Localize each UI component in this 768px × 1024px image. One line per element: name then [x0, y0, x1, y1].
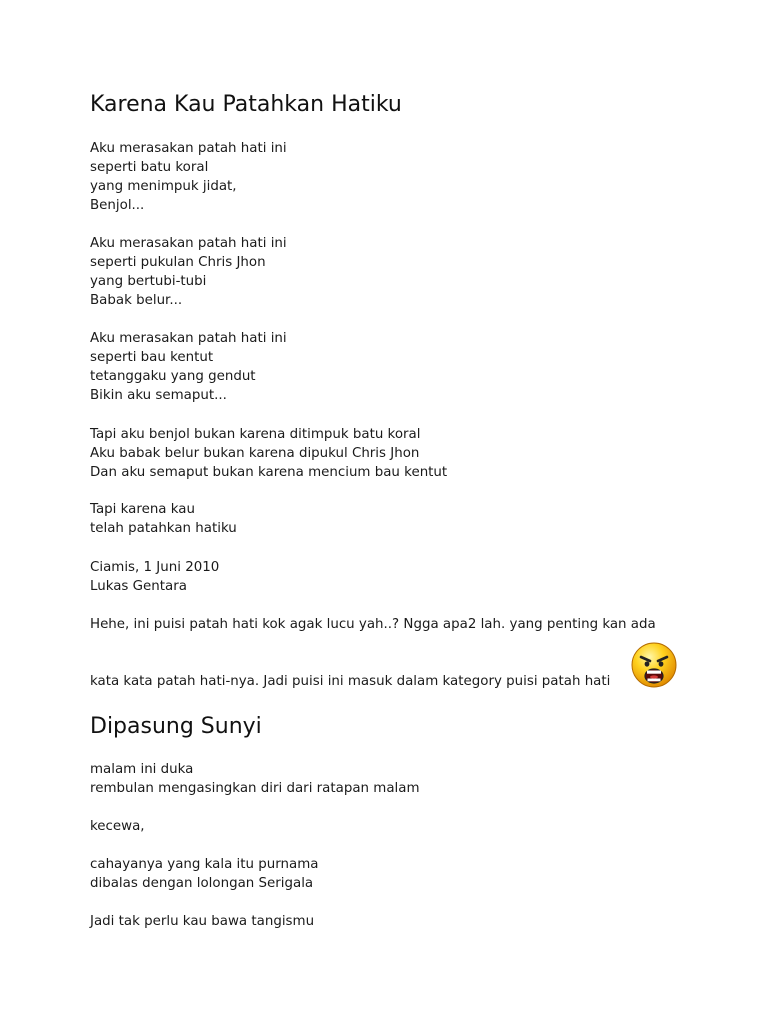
poem-line: seperti pukulan Chris Jhon [90, 255, 266, 270]
poem-stanza [90, 500, 237, 538]
poem-line: seperti batu koral [90, 160, 209, 175]
poem-line: yang menimpuk jidat, [90, 179, 237, 194]
poem-line: tetanggaku yang gendut [90, 369, 256, 384]
poem-line: dibalas dengan lolongan Serigala [90, 876, 314, 891]
poem-line: Tapi aku benjol bukan karena ditimpuk batu koral [90, 427, 421, 442]
poem-line: Dan aku semaput bukan karena mencium bau kentut [90, 465, 448, 480]
poem-signature [90, 558, 219, 596]
poem-stanza [90, 912, 314, 931]
poem-stanza [90, 817, 145, 836]
poem-author: Lukas Gentara [90, 579, 187, 594]
poem-stanza [90, 425, 447, 482]
poem-line: rembulan mengasingkan diri dari ratapan malam [90, 781, 420, 796]
poem-line: Aku merasakan patah hati ini [90, 331, 287, 346]
poem-line: Benjol... [90, 198, 145, 213]
poem-stanza [90, 234, 287, 310]
poem-line: Aku merasakan patah hati ini [90, 236, 287, 251]
poem-stanza [90, 760, 420, 798]
poem-line: yang bertubi-tubi [90, 274, 207, 289]
poem-line: kecewa, [90, 819, 145, 834]
poem-line: cahayanya yang kala itu purnama [90, 857, 319, 872]
poem-line: seperti bau kentut [90, 350, 214, 365]
poem-line: telah patahkan hatiku [90, 521, 237, 536]
angry-face-icon [630, 641, 678, 689]
author-note-line: kata kata patah hati-nya. Jadi puisi ini masuk dalam kategory puisi patah hati [90, 674, 611, 689]
poem-title: Karena Kau Patahkan Hatiku [90, 92, 402, 117]
poem-stanza [90, 139, 287, 215]
poem-title: Dipasung Sunyi [90, 714, 262, 739]
poem-line: Aku babak belur bukan karena dipukul Chris Jhon [90, 446, 420, 461]
author-note-line: Hehe, ini puisi patah hati kok agak lucu yah..? Ngga apa2 lah. yang penting kan ada [90, 617, 656, 632]
poem-line: malam ini duka [90, 762, 194, 777]
poem-stanza [90, 329, 287, 405]
poem-line: Bikin aku semaput... [90, 388, 227, 403]
poem-line: Babak belur... [90, 293, 183, 308]
poem-stanza [90, 855, 318, 893]
poem-date: Ciamis, 1 Juni 2010 [90, 560, 220, 575]
poem-line: Aku merasakan patah hati ini [90, 141, 287, 156]
poem-line: Tapi karena kau [90, 502, 195, 517]
poem-line: Jadi tak perlu kau bawa tangismu [90, 914, 315, 929]
